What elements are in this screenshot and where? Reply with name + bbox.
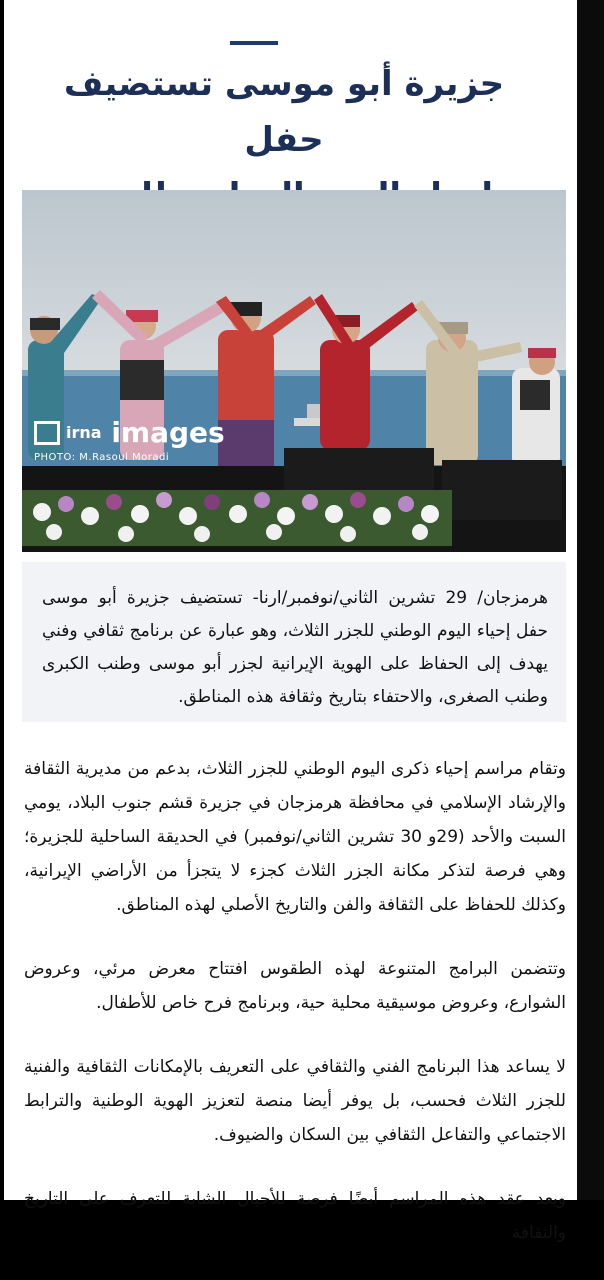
screen-edge	[577, 0, 604, 1200]
watermark-brand: images	[111, 416, 225, 449]
article-lead: هرمزجان/ 29 تشرين الثاني/نوفمبر/ارنا- تستضيف جزيرة أبو موسى حفل إحياء اليوم الوطني للجزر الثلاث، وهو عبارة عن برنامج ثقافي وفني يهدف إلى الحفاظ على الهوية الإيرانية لجزر أبو موسى وطنب الكبرى وطنب الصغرى، والاحتفاء بتاريخ وثقافة هذه المناطق.	[22, 562, 566, 722]
photo-credit: PHOTO: M.Rasoul Moradi	[34, 452, 170, 463]
performers-on-stage-image	[22, 190, 566, 552]
article-photo	[22, 190, 566, 552]
body-paragraph: لا يساعد هذا البرنامج الفني والثقافي على التعريف بالإمكانات الثقافية والفنية للجزر الثلاث فحسب، بل يوفر أيضا منصة لتعزيز الهوية الوطنية والترابط الاجتماعي والتفاعل الثقافي بين السكان والضيوف.	[24, 1057, 566, 1145]
irna-images-logo	[34, 418, 225, 448]
article-body	[24, 752, 566, 1280]
body-paragraph: ويعد عقد هذه المراسم أيضًا فرصة للأجيال الشابة للتعرف على التاريخ والثقافة	[24, 1189, 566, 1243]
article-page	[4, 0, 577, 1243]
title-line-1: جزيرة أبو موسى تستضيف حفل	[63, 64, 505, 160]
header-accent-bar	[230, 41, 278, 45]
irna-logo-icon	[34, 421, 60, 445]
photo-watermark	[34, 418, 225, 463]
body-paragraph: وتتضمن البرامج المتنوعة لهذه الطقوس افتتاح معرض مرئي، وعروض الشوارع، وعروض موسيقية محلية حية، وبرنامج فرح خاص للأطفال.	[24, 959, 566, 1013]
watermark-prefix: irna	[66, 423, 102, 442]
body-paragraph: وتقام مراسم إحياء ذكرى اليوم الوطني للجزر الثلاث، بدعم من مديرية الثقافة والإرشاد الإسلامي في محافظة هرمزجان في جزيرة قشم جنوب البلاد، يومي السبت والأحد (29و 30 تشرين الثاني/نوفمبر) في الحديقة الساحلية للجزيرة؛ وهي فرصة لتذكر مكانة الجزر الثلاث كجزء لا يتجزأ من الأراضي الإيرانية، وكذلك للحفاظ على الثقافة والفن والتاريخ الأصلي لهذه المناطق.	[24, 759, 566, 915]
